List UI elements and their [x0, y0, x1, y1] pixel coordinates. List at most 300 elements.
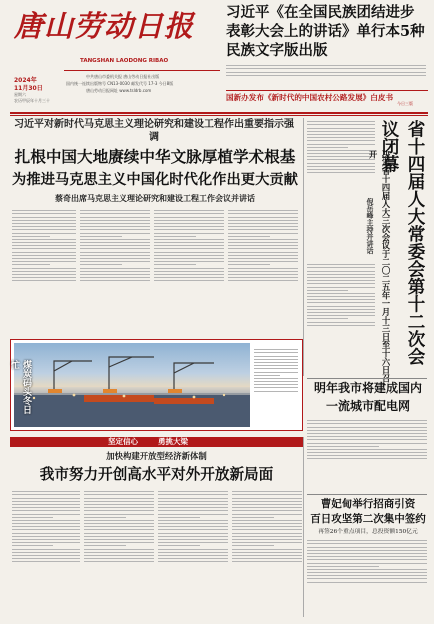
body-text-line	[228, 226, 298, 227]
publisher-line-1: 中共唐山市委机关报 唐山劳动日报社出版	[86, 74, 160, 79]
body-text-line	[12, 229, 76, 230]
body-text-line	[307, 271, 375, 272]
body-text-line	[158, 555, 228, 556]
body-text-line	[154, 220, 224, 221]
body-text-line	[232, 555, 302, 556]
bottom-lead-col-2	[84, 489, 154, 617]
body-text-line	[80, 226, 150, 227]
body-text-line	[154, 271, 224, 272]
body-text-line	[307, 436, 427, 437]
body-text-line	[154, 210, 224, 211]
body-text-line	[158, 501, 228, 502]
body-text-line	[228, 242, 298, 243]
photo-caption	[254, 347, 298, 425]
body-text-line	[307, 312, 375, 313]
body-text-line	[154, 245, 224, 246]
body-text-line	[228, 280, 298, 281]
body-text-line	[307, 443, 427, 444]
body-text-line	[254, 352, 298, 353]
body-text-line	[307, 150, 375, 151]
body-text-line	[254, 356, 298, 357]
body-text-line	[232, 526, 302, 527]
body-text-line	[254, 362, 298, 363]
body-text-line	[84, 517, 126, 518]
body-text-line	[228, 236, 270, 237]
body-text-line	[307, 452, 427, 453]
body-text-line	[80, 261, 150, 262]
body-text-line	[154, 261, 224, 262]
body-text-line	[307, 137, 375, 138]
body-text-line	[12, 280, 76, 281]
body-text-line	[158, 561, 228, 562]
body-text-line	[307, 449, 427, 450]
body-text-line	[307, 131, 375, 132]
body-text-line	[228, 261, 298, 262]
body-text-line	[228, 245, 298, 246]
body-text-line	[80, 277, 150, 278]
body-text-line	[84, 498, 154, 499]
body-text-line	[12, 526, 80, 527]
body-text-line	[307, 575, 427, 576]
body-text-line	[232, 510, 302, 511]
body-text-line	[307, 302, 375, 303]
body-text-line	[158, 517, 200, 518]
body-text-line	[12, 529, 80, 530]
body-text-line	[154, 226, 224, 227]
body-text-line	[154, 242, 224, 243]
body-text-line	[307, 578, 427, 579]
body-text-line	[80, 280, 150, 281]
body-text-line	[307, 306, 375, 307]
port-cranes-illustration	[9, 343, 250, 427]
body-text-line	[158, 529, 228, 530]
body-text-line	[84, 555, 154, 556]
issue-date-day: 11月30日	[14, 85, 43, 92]
body-text-line	[228, 268, 298, 269]
body-text-line	[158, 491, 228, 492]
body-text-line	[12, 514, 80, 515]
body-text-line	[12, 255, 76, 256]
body-text-line	[84, 520, 154, 521]
body-text-line	[228, 213, 298, 214]
body-text-line	[307, 553, 427, 554]
body-text-line	[307, 322, 375, 323]
body-text-line	[254, 349, 298, 350]
issue-lunar: 农历甲辰年十月三十	[14, 98, 50, 103]
body-text-line	[254, 384, 298, 385]
body-text-line	[307, 144, 375, 145]
body-text-line	[80, 210, 150, 211]
body-text-line	[307, 582, 427, 583]
body-text-line	[12, 264, 50, 265]
body-text-line	[154, 213, 224, 214]
body-text-line	[232, 549, 302, 550]
body-text-line	[12, 213, 76, 214]
body-text-line	[232, 507, 302, 508]
body-text-line	[84, 539, 154, 540]
body-text-line	[307, 566, 379, 567]
body-text-line	[80, 255, 150, 256]
body-text-line	[154, 268, 224, 269]
body-text-line	[307, 325, 375, 326]
body-text-line	[12, 226, 76, 227]
body-text-line	[307, 315, 375, 316]
bottom-right-subhead: 再签26个重点项目，总投资额150亿元	[318, 529, 418, 535]
body-text-line	[307, 543, 427, 544]
body-text-line	[12, 261, 76, 262]
body-text-line	[158, 549, 228, 550]
body-text-line	[158, 494, 228, 495]
body-text-line	[232, 523, 302, 524]
bottom-lead-col-3	[158, 489, 228, 617]
body-text-line	[307, 309, 375, 310]
body-text-line	[84, 536, 154, 537]
body-text-line	[154, 248, 224, 249]
body-text-line	[158, 536, 228, 537]
body-text-line	[254, 372, 298, 373]
body-text-line	[158, 510, 228, 511]
body-text-line	[307, 439, 427, 440]
body-text-line	[12, 233, 76, 234]
body-text-line	[154, 223, 224, 224]
body-text-line	[12, 520, 80, 521]
body-text-line	[307, 147, 348, 148]
body-text-line	[154, 236, 196, 237]
body-text-line	[12, 501, 80, 502]
right-story-body	[307, 262, 375, 374]
body-text-line	[158, 558, 228, 559]
body-text-line	[12, 545, 53, 546]
top-headline-1: 习近平《在全国民族团结进步表彰大会上的讲话》单行本5种民族文字版出版	[226, 4, 425, 59]
body-text-line	[254, 359, 298, 360]
lead-headline-line-1: 扎根中国大地赓续中华文脉厚植学术根基	[14, 147, 296, 166]
body-text-line	[232, 542, 302, 543]
body-text-line	[158, 498, 228, 499]
body-text-line	[228, 277, 298, 278]
body-text-line	[12, 491, 80, 492]
body-text-line	[307, 296, 375, 297]
body-text-line	[307, 172, 375, 173]
body-text-line	[307, 124, 375, 125]
body-text-line	[307, 121, 375, 122]
lead-headline-line-2: 为推进马克思主义中国化时代化作出更大贡献	[12, 172, 298, 188]
right-story-headline: 省十四届人大常委会第十二次会议闭幕	[379, 120, 425, 365]
body-text-line	[154, 217, 224, 218]
body-text-line	[307, 433, 427, 434]
body-text-line	[80, 213, 150, 214]
body-text-line	[12, 220, 76, 221]
body-text-line	[84, 549, 154, 550]
body-text-line	[12, 498, 80, 499]
body-text-line	[232, 494, 302, 495]
body-text-line	[12, 236, 50, 237]
body-text-line	[84, 561, 154, 562]
body-text-line	[307, 423, 427, 424]
body-text-line	[80, 274, 150, 275]
body-text-line	[232, 501, 302, 502]
bottom-lead-kicker: 加快构建开放型经济新体制	[106, 451, 207, 461]
body-text-line	[254, 368, 298, 369]
body-text-line	[232, 545, 274, 546]
body-text-line	[12, 210, 76, 211]
issue-date-year: 2024年	[14, 77, 37, 84]
photo-label: 煤炭码头冬日忙	[9, 360, 31, 414]
body-text-line	[12, 217, 76, 218]
body-text-line	[84, 542, 154, 543]
bottom-lead-col-4	[232, 489, 302, 617]
body-text-line	[12, 561, 80, 562]
body-text-line	[154, 258, 224, 259]
body-text-line	[228, 220, 298, 221]
body-text-line	[232, 561, 302, 562]
mid-right-headline-line-2: 一流城市配电网	[325, 399, 410, 413]
body-text-line	[80, 223, 150, 224]
body-text-line	[80, 245, 150, 246]
body-text-line	[80, 236, 122, 237]
body-text-line	[232, 552, 302, 553]
top-headline-2-ref: 今日三版	[397, 101, 413, 106]
masthead-rule	[64, 70, 220, 71]
body-text-line	[12, 242, 76, 243]
body-text-line	[84, 533, 154, 534]
body-text-line	[307, 572, 427, 573]
body-text-line	[232, 533, 302, 534]
body-text-line	[232, 539, 302, 540]
body-text-line	[307, 458, 427, 459]
body-text-line	[307, 128, 375, 129]
body-text-line	[307, 430, 427, 431]
body-text-line	[307, 293, 375, 294]
right-story-byline: 倪岳峰主持并讲话	[366, 198, 375, 254]
bottom-lead-headline: 我市努力开创高水平对外开放新局面	[39, 466, 274, 483]
body-text-line	[12, 252, 76, 253]
body-text-line	[232, 514, 302, 515]
body-text-line	[228, 258, 298, 259]
body-text-line	[80, 248, 150, 249]
right-story-subhead: 决定省十四届人大三次会议于二〇二五年一月十三日至十六日召开	[368, 150, 391, 383]
body-text-line	[12, 549, 80, 550]
publisher-line-2: 国内统一连续出版物号 CN13-0030 邮发代号 17-3 今日8版	[66, 81, 174, 86]
band-label-left: 坚定信心	[108, 437, 138, 446]
body-text-line	[158, 552, 228, 553]
body-text-line	[307, 159, 375, 160]
body-text-line	[12, 274, 76, 275]
body-text-line	[307, 569, 427, 570]
body-text-line	[158, 539, 228, 540]
lead-kicker: 习近平对新时代马克思主义理论研究和建设工程作出重要指示强调	[14, 119, 294, 143]
lead-body-col-1	[12, 208, 76, 334]
mid-right-headline-line-1: 明年我市将建成国内	[313, 381, 422, 395]
body-text-line	[84, 514, 154, 515]
body-text-line	[12, 510, 80, 511]
body-text-line	[158, 533, 228, 534]
port-photo	[9, 343, 250, 427]
body-text-line	[228, 229, 298, 230]
body-text-line	[232, 520, 302, 521]
body-text-line	[232, 498, 302, 499]
body-text-line	[254, 365, 298, 366]
body-text-line	[232, 558, 302, 559]
body-text-line	[12, 248, 76, 249]
lead-body-col-2	[80, 208, 150, 334]
bottom-lead-col-1	[12, 489, 80, 617]
body-text-line	[158, 523, 228, 524]
body-text-line	[158, 504, 228, 505]
body-text-line	[232, 517, 274, 518]
body-text-line	[232, 504, 302, 505]
body-text-line	[154, 252, 224, 253]
body-text-line	[307, 163, 375, 164]
body-text-line	[12, 223, 76, 224]
body-text-line	[307, 550, 427, 551]
body-text-line	[307, 559, 427, 560]
body-text-line	[158, 545, 200, 546]
body-text-line	[80, 271, 150, 272]
body-text-line	[12, 533, 80, 534]
body-text-line	[84, 504, 154, 505]
body-text-line	[228, 210, 298, 211]
body-text-line	[12, 539, 80, 540]
body-text-line	[12, 239, 76, 240]
body-text-line	[80, 264, 122, 265]
body-text-line	[154, 239, 224, 240]
body-text-line	[228, 233, 298, 234]
body-text-line	[12, 494, 80, 495]
body-text-line	[12, 523, 80, 524]
body-text-line	[80, 217, 150, 218]
body-text-line	[84, 523, 154, 524]
body-text-line	[84, 552, 154, 553]
body-text-line	[80, 239, 150, 240]
body-text-line	[232, 529, 302, 530]
body-text-line	[307, 140, 375, 141]
masthead-pinyin: TANGSHAN LAODONG RIBAO	[80, 58, 169, 64]
body-text-line	[228, 223, 298, 224]
lead-body-col-4	[228, 208, 298, 334]
body-text-line	[307, 420, 427, 421]
body-text-line	[307, 156, 375, 157]
body-text-line	[307, 277, 375, 278]
body-text-line	[228, 271, 298, 272]
body-text-line	[228, 252, 298, 253]
body-text-line	[12, 558, 80, 559]
website-line: 唐山劳动日报网址 www.tsldrb.com	[86, 88, 152, 93]
body-text-line	[80, 258, 150, 259]
body-text-line	[307, 540, 427, 541]
body-text-line	[228, 274, 298, 275]
bottom-right-body	[307, 538, 427, 617]
body-text-line	[80, 252, 150, 253]
body-text-line	[84, 558, 154, 559]
body-text-line	[84, 510, 154, 511]
body-text-line	[84, 526, 154, 527]
body-text-line	[307, 556, 427, 557]
body-text-line	[12, 504, 80, 505]
body-text-line	[254, 391, 298, 392]
body-text-line	[158, 542, 228, 543]
bottom-right-headline-line-1: 曹妃甸举行招商引资	[320, 498, 416, 510]
body-text-line	[254, 378, 298, 379]
body-text-line	[307, 283, 375, 284]
body-text-line	[84, 529, 154, 530]
body-text-line	[307, 169, 375, 170]
body-text-line	[228, 248, 298, 249]
body-text-line	[254, 375, 280, 376]
masthead-bottom-rule	[10, 112, 428, 114]
body-text-line	[154, 229, 224, 230]
top-headline-2: 国新办发布《新时代的中国农村公路发展》白皮书	[226, 93, 394, 102]
body-text-line	[154, 274, 224, 275]
body-text-line	[307, 427, 427, 428]
body-text-line	[12, 542, 80, 543]
masthead-title: 唐山劳动日报	[14, 9, 195, 43]
band-label-right: 勇挑大梁	[158, 437, 188, 446]
body-text-line	[12, 517, 53, 518]
top-headline-1-body	[226, 63, 426, 87]
body-text-line	[307, 166, 375, 167]
body-text-line	[80, 220, 150, 221]
body-text-line	[307, 318, 348, 319]
body-text-line	[158, 526, 228, 527]
body-text-line	[307, 280, 375, 281]
body-text-line	[80, 233, 150, 234]
body-text-line	[307, 547, 427, 548]
body-text-line	[12, 271, 76, 272]
body-text-line	[158, 507, 228, 508]
body-text-line	[12, 552, 80, 553]
body-text-line	[80, 268, 150, 269]
body-text-line	[84, 491, 154, 492]
body-text-line	[154, 233, 224, 234]
body-text-line	[307, 274, 375, 275]
body-text-line	[228, 255, 298, 256]
body-text-line	[12, 507, 80, 508]
body-text-line	[80, 242, 150, 243]
body-text-line	[80, 229, 150, 230]
body-text-line	[232, 536, 302, 537]
body-text-line	[228, 264, 270, 265]
body-text-line	[228, 217, 298, 218]
body-text-line	[228, 239, 298, 240]
lead-subhead: 蔡奇出席马克思主义理论研究和建设工程工作会议并讲话	[55, 193, 255, 203]
body-text-line	[307, 563, 427, 564]
body-text-line	[154, 255, 224, 256]
lead-body-col-3	[154, 208, 224, 334]
body-text-line	[12, 555, 80, 556]
body-text-line	[307, 153, 375, 154]
body-text-line	[307, 134, 375, 135]
bottom-right-headline-line-2: 百日攻坚第二次集中签约	[310, 513, 426, 525]
body-text-line	[158, 520, 228, 521]
body-text-line	[154, 280, 224, 281]
body-text-line	[12, 258, 76, 259]
body-text-line	[307, 299, 375, 300]
body-text-line	[84, 494, 154, 495]
body-text-line	[158, 514, 228, 515]
body-text-line	[12, 536, 80, 537]
body-text-line	[12, 268, 76, 269]
body-text-line	[307, 267, 375, 268]
issue-weekday: 星期六	[14, 92, 26, 97]
body-text-line	[307, 264, 375, 265]
body-text-line	[154, 264, 196, 265]
body-text-line	[307, 446, 379, 447]
body-text-line	[84, 545, 126, 546]
campaign-band	[10, 437, 303, 447]
body-text-line	[232, 491, 302, 492]
mid-right-body	[307, 418, 427, 492]
body-text-line	[307, 287, 375, 288]
